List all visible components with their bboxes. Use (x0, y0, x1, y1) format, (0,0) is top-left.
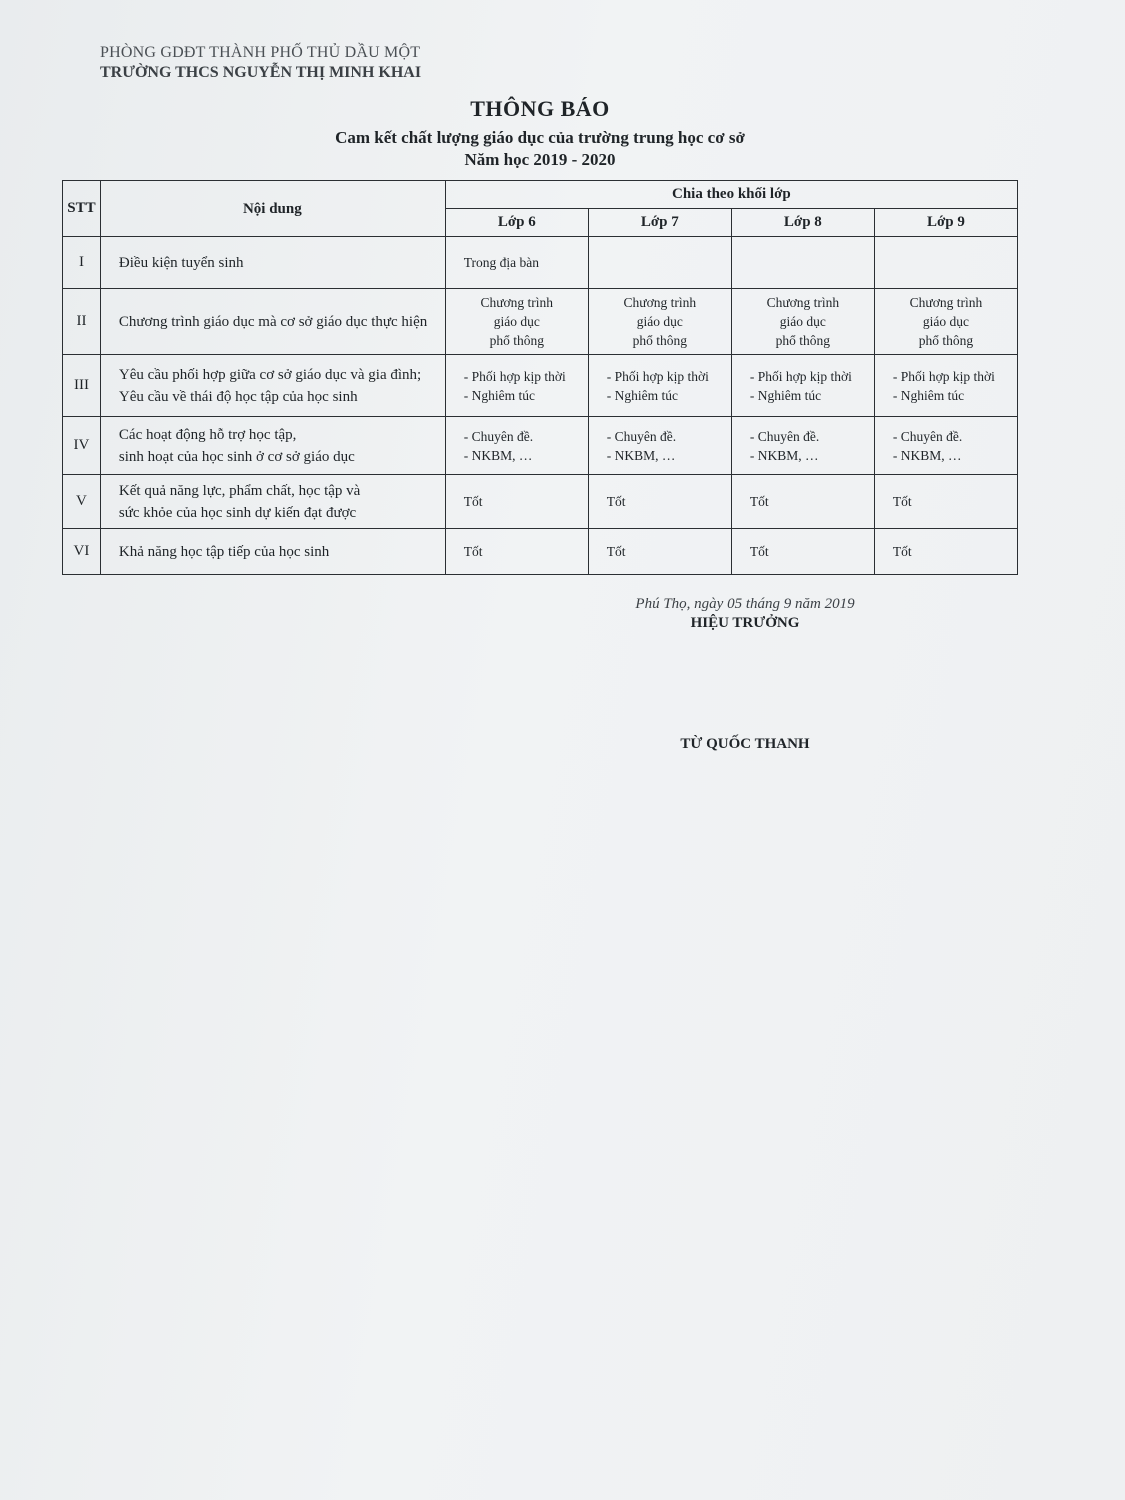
grade-7-cell (588, 355, 731, 417)
row-content-line: Điều kiện tuyển sinh (118, 254, 244, 271)
signer-role: HIỆU TRƯỞNG (690, 615, 800, 631)
row-content-line: sinh hoạt của học sinh ở cơ sở giáo dục (118, 448, 355, 465)
document-subtitle: Cam kết chất lượng giáo dục của trường trung học cơ sở (335, 128, 745, 147)
table-row (63, 529, 1018, 575)
cell-line: - NKBM, … (892, 447, 962, 463)
grade-7-cell (588, 289, 731, 355)
grade-9-cell (874, 237, 1017, 289)
grade-6-cell (445, 417, 588, 475)
commitment-table (62, 180, 1018, 575)
row-content (100, 417, 445, 475)
row-content (100, 529, 445, 575)
row-content (100, 355, 445, 417)
place-date: Phú Thọ, ngày 05 tháng 9 năm 2019 (635, 596, 855, 612)
header-content: Nội dung (100, 181, 445, 237)
grade-8-cell (731, 529, 874, 575)
cell-line: Chương trình (623, 295, 697, 310)
cell-line: - Nghiêm túc (463, 387, 535, 403)
cell-line: - Chuyên đề. (463, 428, 534, 444)
row-content-line: Chương trình giáo dục mà cơ sở giáo dục thực hiện (118, 313, 428, 330)
row-stt: III (63, 355, 101, 417)
row-stt: VI (63, 529, 101, 575)
grade-9-cell (874, 529, 1017, 575)
cell-line: giáo dục (493, 314, 540, 329)
department-name: PHÒNG GDĐT THÀNH PHỐ THỦ DẦU MỘT (100, 44, 421, 61)
cell-line: - Phối hợp kịp thời (749, 368, 852, 384)
row-content-line: Yêu cầu về thái độ học tập của học sinh (118, 388, 358, 405)
cell-line: Tốt (749, 544, 769, 559)
grade-8-cell (731, 289, 874, 355)
cell-line: - Phối hợp kịp thời (463, 368, 566, 384)
grade-8-cell (731, 237, 874, 289)
table-row (63, 289, 1018, 355)
school-name: TRƯỜNG THCS NGUYỄN THỊ MINH KHAI (100, 64, 422, 81)
cell-line: - Nghiêm túc (606, 387, 679, 403)
cell-line: giáo dục (922, 314, 969, 329)
title-block (0, 96, 1080, 170)
grade-9-cell (874, 417, 1017, 475)
grade-9-cell (874, 475, 1017, 529)
row-content-line: Các hoạt động hỗ trợ học tập, (118, 426, 297, 443)
grade-6-cell (445, 475, 588, 529)
header-stt: STT (63, 181, 101, 237)
header-grade-9: Lớp 9 (874, 209, 1017, 237)
cell-line: Tốt (463, 544, 483, 559)
cell-line: giáo dục (636, 314, 683, 329)
row-content (100, 289, 445, 355)
grade-8-cell (731, 475, 874, 529)
cell-line: Tốt (892, 544, 912, 559)
grade-7-cell (588, 237, 731, 289)
cell-line: phổ thông (775, 333, 831, 348)
table-row (63, 237, 1018, 289)
cell-line: Chương trình (909, 295, 983, 310)
cell-line: phổ thông (918, 333, 974, 348)
grade-9-cell (874, 289, 1017, 355)
table-row (63, 475, 1018, 529)
cell-line: - Chuyên đề. (892, 428, 963, 444)
cell-line: - Phối hợp kịp thời (606, 368, 709, 384)
cell-line: phổ thông (632, 333, 688, 348)
header-grade-7: Lớp 7 (588, 209, 731, 237)
grade-8-cell (731, 355, 874, 417)
cell-line: - Nghiêm túc (892, 387, 965, 403)
cell-line: Trong địa bàn (463, 255, 540, 270)
header-grade-6: Lớp 6 (445, 209, 588, 237)
table-body (63, 237, 1018, 575)
table-row (63, 355, 1018, 417)
table-header-row (63, 181, 1018, 209)
cell-line: - NKBM, … (749, 447, 819, 463)
row-stt: V (63, 475, 101, 529)
cell-line: - Chuyên đề. (606, 428, 677, 444)
cell-line: Chương trình (766, 295, 840, 310)
row-content (100, 237, 445, 289)
grade-7-cell (588, 529, 731, 575)
signer-name: TỪ QUỐC THANH (680, 736, 810, 752)
grade-7-cell (588, 475, 731, 529)
cell-line: - NKBM, … (606, 447, 676, 463)
row-stt: II (63, 289, 101, 355)
row-stt: IV (63, 417, 101, 475)
cell-line: Tốt (606, 494, 626, 509)
row-content-line: sức khỏe của học sinh dự kiến đạt được (118, 504, 357, 521)
cell-line: phổ thông (489, 333, 544, 348)
cell-line: Chương trình (480, 295, 554, 310)
row-content-line: Khả năng học tập tiếp của học sinh (118, 543, 330, 560)
cell-line: Tốt (463, 494, 483, 509)
row-content-line: Kết quả năng lực, phẩm chất, học tập và (118, 482, 361, 499)
signature-block (600, 596, 890, 752)
cell-line: giáo dục (779, 314, 826, 329)
grade-6-cell (445, 355, 588, 417)
grade-6-cell (445, 289, 588, 355)
grade-6-cell (445, 237, 588, 289)
grade-6-cell (445, 529, 588, 575)
grade-7-cell (588, 417, 731, 475)
cell-line: - Phối hợp kịp thời (892, 368, 995, 384)
header-grade-8: Lớp 8 (731, 209, 874, 237)
document-header (100, 44, 421, 82)
cell-line: - NKBM, … (463, 447, 533, 463)
cell-line: Tốt (606, 544, 626, 559)
document-title: THÔNG BÁO (470, 96, 610, 121)
header-grade-group: Chia theo khối lớp (445, 181, 1017, 209)
table-row (63, 417, 1018, 475)
grade-8-cell (731, 417, 874, 475)
school-year: Năm học 2019 - 2020 (464, 150, 616, 169)
cell-line: Tốt (749, 494, 769, 509)
cell-line: - Chuyên đề. (749, 428, 820, 444)
grade-9-cell (874, 355, 1017, 417)
cell-line: Tốt (892, 494, 912, 509)
row-content-line: Yêu cầu phối hợp giữa cơ sở giáo dục và gia đình; (118, 366, 422, 383)
row-content (100, 475, 445, 529)
row-stt: I (63, 237, 101, 289)
cell-line: - Nghiêm túc (749, 387, 822, 403)
